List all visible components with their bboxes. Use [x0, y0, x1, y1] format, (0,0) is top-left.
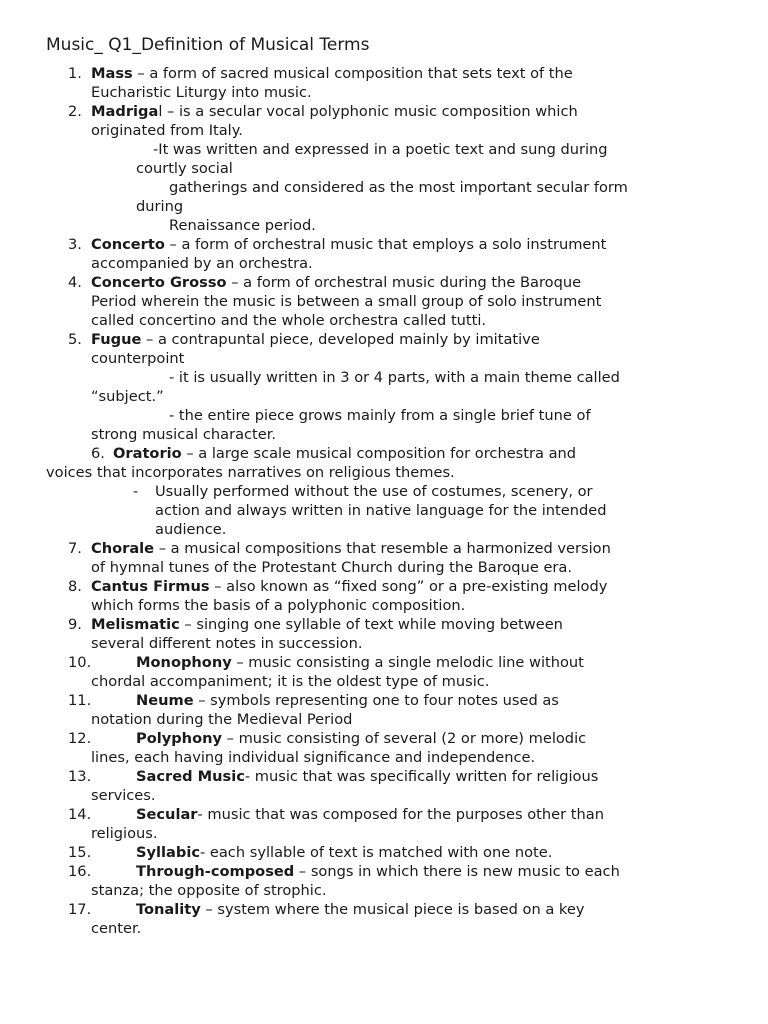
- definition-continuation: accompanied by an orchestra.: [91, 255, 313, 272]
- sub-note: - the entire piece grows mainly from a single brief tune of: [169, 407, 591, 424]
- sub-note: strong musical character.: [91, 426, 277, 443]
- item-number: 13.: [68, 768, 92, 785]
- definition: – a musical compositions that resemble a harmonized version: [154, 540, 611, 557]
- term: Mass: [91, 65, 133, 82]
- definition: – symbols representing one to four notes used as: [193, 692, 559, 709]
- page-title: Music_ Q1_Definition of Musical Terms: [46, 35, 370, 55]
- definition-continuation: called concertino and the whole orchestra called tutti.: [91, 312, 487, 329]
- item-number: 9.: [68, 616, 82, 633]
- bullet-line: action and always written in native language for the intended: [155, 502, 607, 519]
- list-item: [91, 615, 563, 634]
- definition: – a large scale musical composition for orchestra and: [181, 445, 577, 462]
- list-item: [91, 577, 607, 596]
- sub-note: “subject.”: [91, 388, 164, 405]
- term: Through-composed: [136, 863, 295, 880]
- term: Concerto: [91, 236, 165, 253]
- term: Fugue: [91, 331, 142, 348]
- term: Madriga: [91, 103, 159, 120]
- definition-continuation: voices that incorporates narratives on religious themes.: [46, 464, 455, 481]
- definition: - music that was composed for the purposes other than: [197, 806, 604, 823]
- sub-note: - it is usually written in 3 or 4 parts, with a main theme called: [169, 369, 620, 386]
- definition: - each syllable of text is matched with one note.: [199, 844, 553, 861]
- definition: – songs in which there is new music to each: [294, 863, 620, 880]
- term: Sacred Music: [136, 768, 245, 785]
- sub-note: Renaissance period.: [169, 217, 316, 234]
- definition: – a contrapuntal piece, developed mainly by imitative: [141, 331, 540, 348]
- sub-note: during: [136, 198, 184, 215]
- definition-continuation: Period wherein the music is between a small group of solo instrument: [91, 293, 602, 310]
- bullet-line: audience.: [155, 521, 227, 538]
- definition-continuation: which forms the basis of a polyphonic composition.: [91, 597, 466, 614]
- term: Syllabic: [136, 844, 200, 861]
- list-item: [91, 273, 581, 292]
- definition: – system where the musical piece is based on a key: [200, 901, 585, 918]
- list-item: [136, 862, 620, 881]
- definition-continuation: Eucharistic Liturgy into music.: [91, 84, 312, 101]
- list-item: [91, 539, 611, 558]
- term: Oratorio: [113, 445, 182, 462]
- list-item: [113, 444, 576, 463]
- definition: – a form of sacred musical composition that sets text of the: [132, 65, 573, 82]
- list-item: [136, 843, 552, 862]
- term: Cantus Firmus: [91, 578, 210, 595]
- bullet-marker: -: [133, 483, 139, 500]
- sub-note: -It was written and expressed in a poetic text and sung during: [153, 141, 608, 158]
- term: Chorale: [91, 540, 155, 557]
- item-number: 12.: [68, 730, 92, 747]
- definition: – also known as “fixed song” or a pre-existing melody: [209, 578, 608, 595]
- definition-continuation: religious.: [91, 825, 158, 842]
- item-number: 16.: [68, 863, 92, 880]
- definition-continuation: stanza; the opposite of strophic.: [91, 882, 327, 899]
- definition: – a form of orchestral music that employs a solo instrument: [164, 236, 607, 253]
- list-item: [91, 330, 540, 349]
- definition-continuation: chordal accompaniment; it is the oldest type of music.: [91, 673, 490, 690]
- definition-continuation: originated from Italy.: [91, 122, 243, 139]
- bullet-line: Usually performed without the use of costumes, scenery, or: [155, 483, 593, 500]
- term: Neume: [136, 692, 194, 709]
- item-number: 10.: [68, 654, 92, 671]
- item-number: 6.: [91, 445, 105, 462]
- definition: - music that was specifically written for religious: [244, 768, 599, 785]
- list-item: [91, 64, 573, 83]
- sub-note: gatherings and considered as the most important secular form: [169, 179, 628, 196]
- definition: l – is a secular vocal polyphonic music composition which: [158, 103, 578, 120]
- definition: – a form of orchestral music during the Baroque: [226, 274, 582, 291]
- item-number: 3.: [68, 236, 82, 253]
- definition: – music consisting a single melodic line without: [231, 654, 584, 671]
- term: Tonality: [136, 901, 201, 918]
- list-item: [136, 729, 586, 748]
- term: Monophony: [136, 654, 232, 671]
- list-item: [136, 767, 598, 786]
- item-number: 2.: [68, 103, 82, 120]
- term: Concerto Grosso: [91, 274, 227, 291]
- definition-continuation: services.: [91, 787, 156, 804]
- list-item: [136, 691, 559, 710]
- list-item: [91, 102, 578, 121]
- item-number: 17.: [68, 901, 92, 918]
- list-item: [136, 805, 604, 824]
- list-item: [136, 653, 584, 672]
- sub-note: courtly social: [136, 160, 233, 177]
- item-number: 14.: [68, 806, 92, 823]
- item-number: 11.: [68, 692, 92, 709]
- item-number: 15.: [68, 844, 92, 861]
- item-number: 1.: [68, 65, 82, 82]
- definition: – music consisting of several (2 or more) melodic: [222, 730, 587, 747]
- definition-continuation: several different notes in succession.: [91, 635, 363, 652]
- term: Polyphony: [136, 730, 223, 747]
- definition: – singing one syllable of text while moving between: [179, 616, 563, 633]
- definition-continuation: of hymnal tunes of the Protestant Church during the Baroque era.: [91, 559, 573, 576]
- list-item: [136, 900, 584, 919]
- definition-continuation: counterpoint: [91, 350, 185, 367]
- term: Secular: [136, 806, 198, 823]
- item-number: 4.: [68, 274, 82, 291]
- item-number: 7.: [68, 540, 82, 557]
- item-number: 5.: [68, 331, 82, 348]
- definition-continuation: lines, each having individual significance and independence.: [91, 749, 536, 766]
- list-item: [91, 235, 606, 254]
- item-number: 8.: [68, 578, 82, 595]
- definition-continuation: center.: [91, 920, 142, 937]
- term: Melismatic: [91, 616, 180, 633]
- definition-continuation: notation during the Medieval Period: [91, 711, 353, 728]
